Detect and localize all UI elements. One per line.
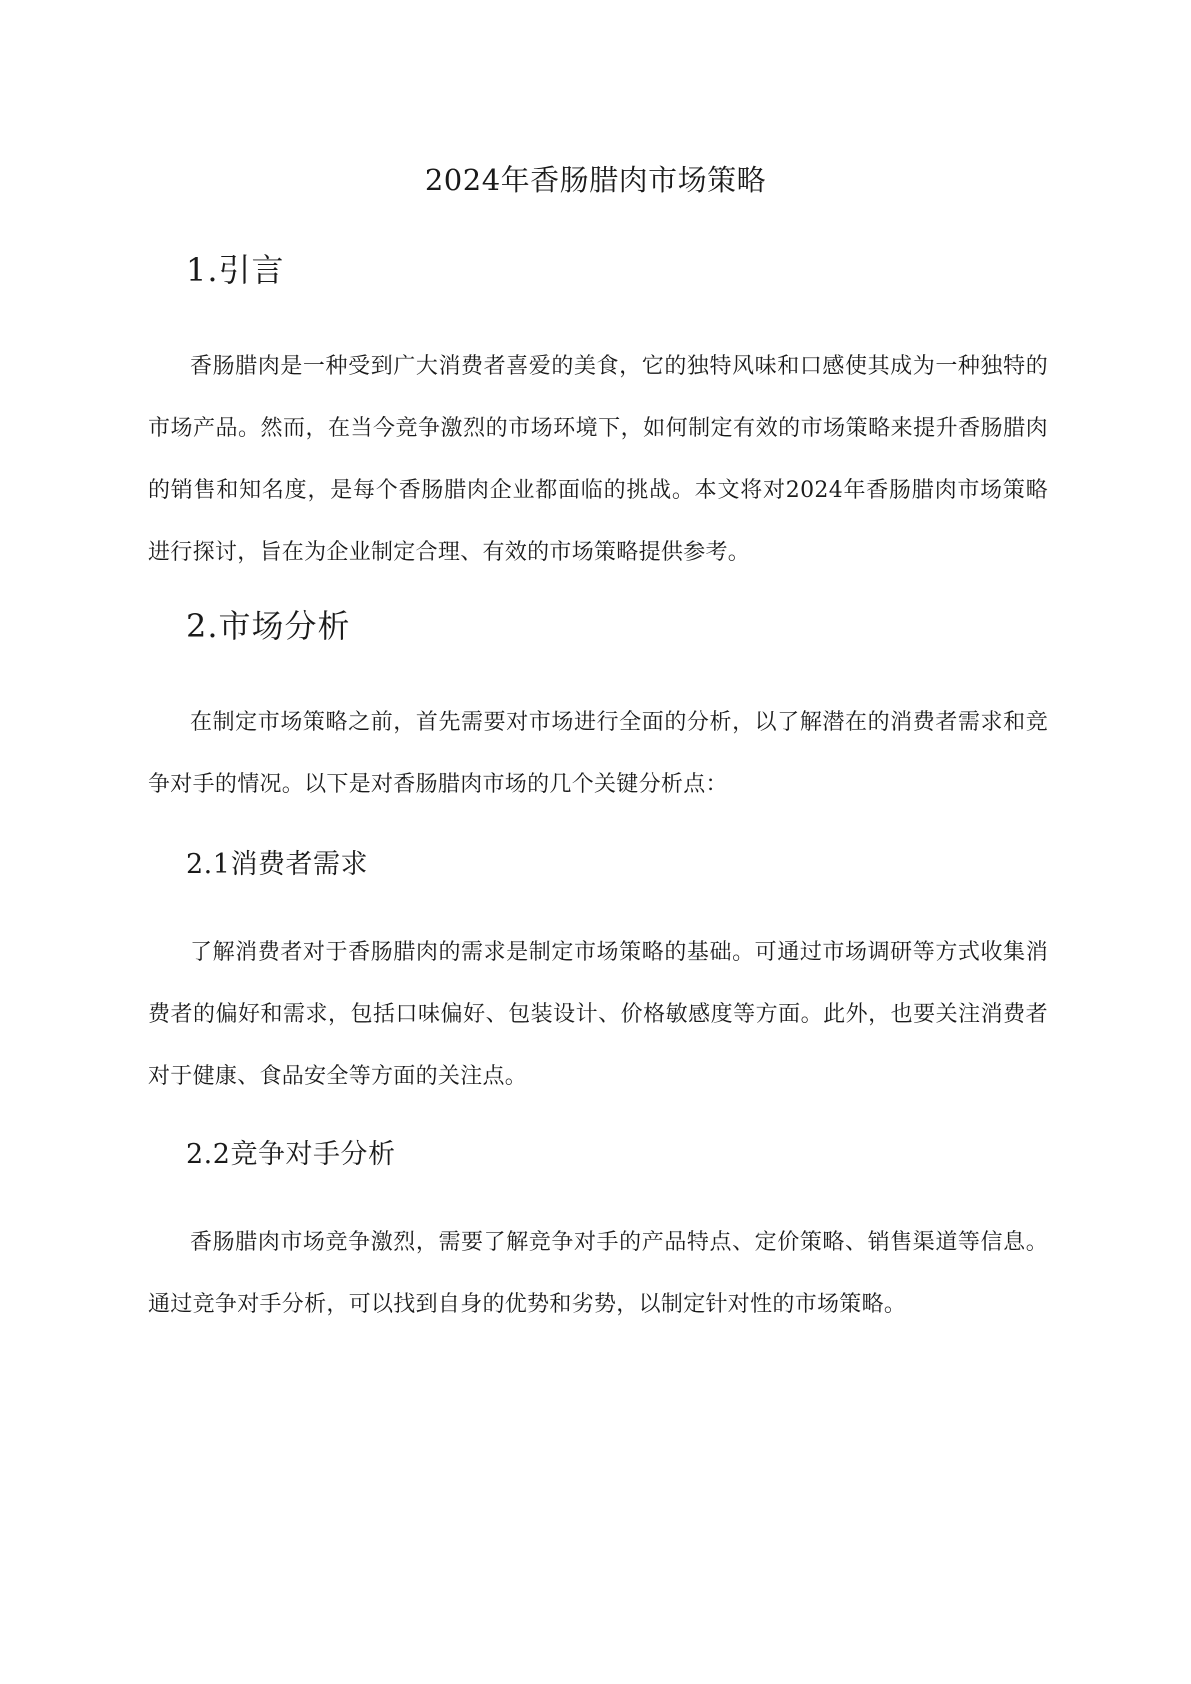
section-heading-market-analysis: 2.市场分析 (186, 607, 351, 645)
subsection-paragraph-competitor-analysis: 香肠腊肉市场竞争激烈，需要了解竞争对手的产品特点、定价策略、销售渠道等信息。通过竞争对手分析，可以找到自身的优势和劣势，以制定针对性的市场策略。 (148, 1230, 1048, 1317)
subsection-heading-consumer-demand: 2.1消费者需求 (186, 849, 368, 880)
section-paragraph-market-analysis: 在制定市场策略之前，首先需要对市场进行全面的分析，以了解潜在的消费者需求和竞争对手的情况。以下是对香肠腊肉市场的几个关键分析点： (148, 710, 1048, 797)
section-paragraph-introduction: 香肠腊肉是一种受到广大消费者喜爱的美食，它的独特风味和口感使其成为一种独特的市场产品。然而，在当今竞争激烈的市场环境下，如何制定有效的市场策略来提升香肠腊肉的销售和知名度，是每个香肠腊肉企业都面临的挑战。本文将对2024年香肠腊肉市场策略进行探讨，旨在为企业制定合理、有效的市场策略提供参考。 (148, 354, 1048, 565)
section-heading-introduction: 1.引言 (186, 251, 285, 289)
subsection-heading-competitor-analysis: 2.2竞争对手分析 (186, 1139, 396, 1170)
subsection-paragraph-consumer-demand: 了解消费者对于香肠腊肉的需求是制定市场策略的基础。可通过市场调研等方式收集消费者的偏好和需求，包括口味偏好、包装设计、价格敏感度等方面。此外，也要关注消费者对于健康、食品安全等方面的关注点。 (148, 940, 1048, 1089)
document-title: 2024年香肠腊肉市场策略 (424, 163, 767, 197)
